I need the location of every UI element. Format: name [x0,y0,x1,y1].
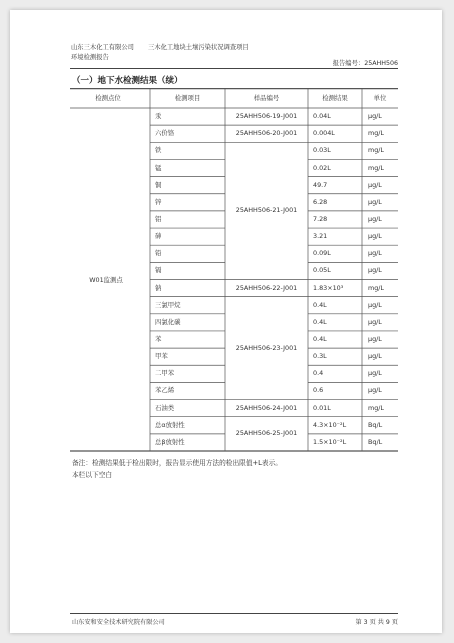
test-item: 锌 [155,197,162,206]
project-name: 三木化工地块土壤污染状况调查项目 [147,44,249,51]
test-item: 甲苯 [155,352,168,361]
test-result: 1.5×10⁻²L [313,437,347,446]
result-unit: μg/L [368,335,382,344]
test-result: 6.28 [313,197,328,206]
test-item: 铝 [155,214,162,223]
results-table [70,88,398,451]
sample-id: 25AHH506-23-J001 [235,343,298,352]
result-unit: μg/L [368,266,382,275]
test-item: 四氯化碳 [155,317,181,326]
result-unit: Bq/L [368,420,383,429]
header-unit: 单位 [373,94,387,102]
result-unit: μg/L [368,180,382,189]
test-result: 4.3×10⁻²L [313,420,347,429]
test-item: 砷 [155,232,162,241]
result-unit: μg/L [368,386,382,395]
test-result: 0.4L [313,317,327,326]
result-unit: μg/L [368,214,382,223]
report-page [10,10,442,633]
footer-institute: 山东安和安全技术研究院有限公司 [72,619,165,626]
test-result: 0.3L [313,352,327,361]
result-unit: μg/L [368,112,382,121]
header-divider [70,68,398,69]
report-number: 报告编号：25AHH506 [332,60,398,67]
result-unit: μg/L [368,317,382,326]
blank-below-note: 本栏以下空白 [72,471,113,479]
test-result: 0.4L [313,335,327,344]
sample-id: 25AHH506-25-J001 [235,429,298,438]
test-result: 0.04L [313,112,331,121]
test-result: 1.83×10³ [313,283,344,292]
result-unit: μg/L [368,197,382,206]
test-item: 镉 [155,266,162,275]
test-result: 0.01L [313,403,331,412]
result-unit: mg/L [368,129,384,138]
test-item: 铁 [155,146,162,155]
sample-id: 25AHH506-21-J001 [235,206,298,215]
test-item: 苯 [155,335,162,344]
test-item: 总β放射性 [155,437,185,446]
test-result: 0.4 [313,369,324,378]
test-result: 0.03L [313,146,331,155]
test-item: 锰 [155,163,162,172]
test-item: 三氯甲烷 [155,300,181,309]
table-grid [70,88,398,452]
header-item: 检测项目 [174,94,201,102]
result-unit: Bq/L [368,437,383,446]
test-item: 苯乙烯 [155,386,175,395]
result-unit: μg/L [368,300,382,309]
result-unit: mg/L [368,163,384,172]
test-result: 0.4L [313,300,327,309]
header-result: 检测结果 [322,94,348,102]
test-result: 0.6 [313,386,324,395]
test-result: 0.09L [313,249,331,258]
table-note: 备注：检测结果低于检出限时，报告显示使用方法的检出限值+L表示。 [72,459,282,467]
test-item: 二甲苯 [155,369,175,378]
sample-id: 25AHH506-22-J001 [235,283,298,292]
result-unit: mg/L [368,283,384,292]
sample-id: 25AHH506-19-J001 [235,112,298,121]
test-result: 7.28 [313,214,328,223]
section-title: （一）地下水检测结果（续） [72,76,183,86]
test-result: 3.21 [313,232,328,241]
test-item: 钠 [155,283,162,292]
header-sample-id: 样品编号 [253,94,280,102]
test-item: 铅 [155,249,162,258]
test-item: 总α放射性 [155,420,185,429]
monitoring-point: W01监测点 [89,275,123,284]
result-unit: μg/L [368,232,382,241]
page-header [71,42,249,51]
test-item: 铜 [155,180,162,189]
test-item: 汞 [155,112,162,121]
sample-id: 25AHH506-24-J001 [235,403,298,412]
test-result: 0.004L [313,129,335,138]
result-unit: mg/L [368,403,384,412]
result-unit: μg/L [368,249,382,258]
test-item: 石油类 [155,403,175,412]
result-unit: μg/L [368,352,382,361]
test-result: 0.02L [313,163,331,172]
page-number: 第 3 页 共 9 页 [355,619,398,626]
company-name: 山东三木化工有限公司 [71,44,134,51]
test-result: 0.05L [313,266,331,275]
document-type: 环境检测报告 [71,54,109,61]
sample-id: 25AHH506-20-J001 [235,129,298,138]
result-unit: μg/L [368,369,382,378]
test-item: 六价铬 [155,129,175,138]
result-unit: mg/L [368,146,384,155]
test-result: 49.7 [313,180,328,189]
footer-divider [70,613,398,614]
header-point: 检测点位 [95,94,121,102]
